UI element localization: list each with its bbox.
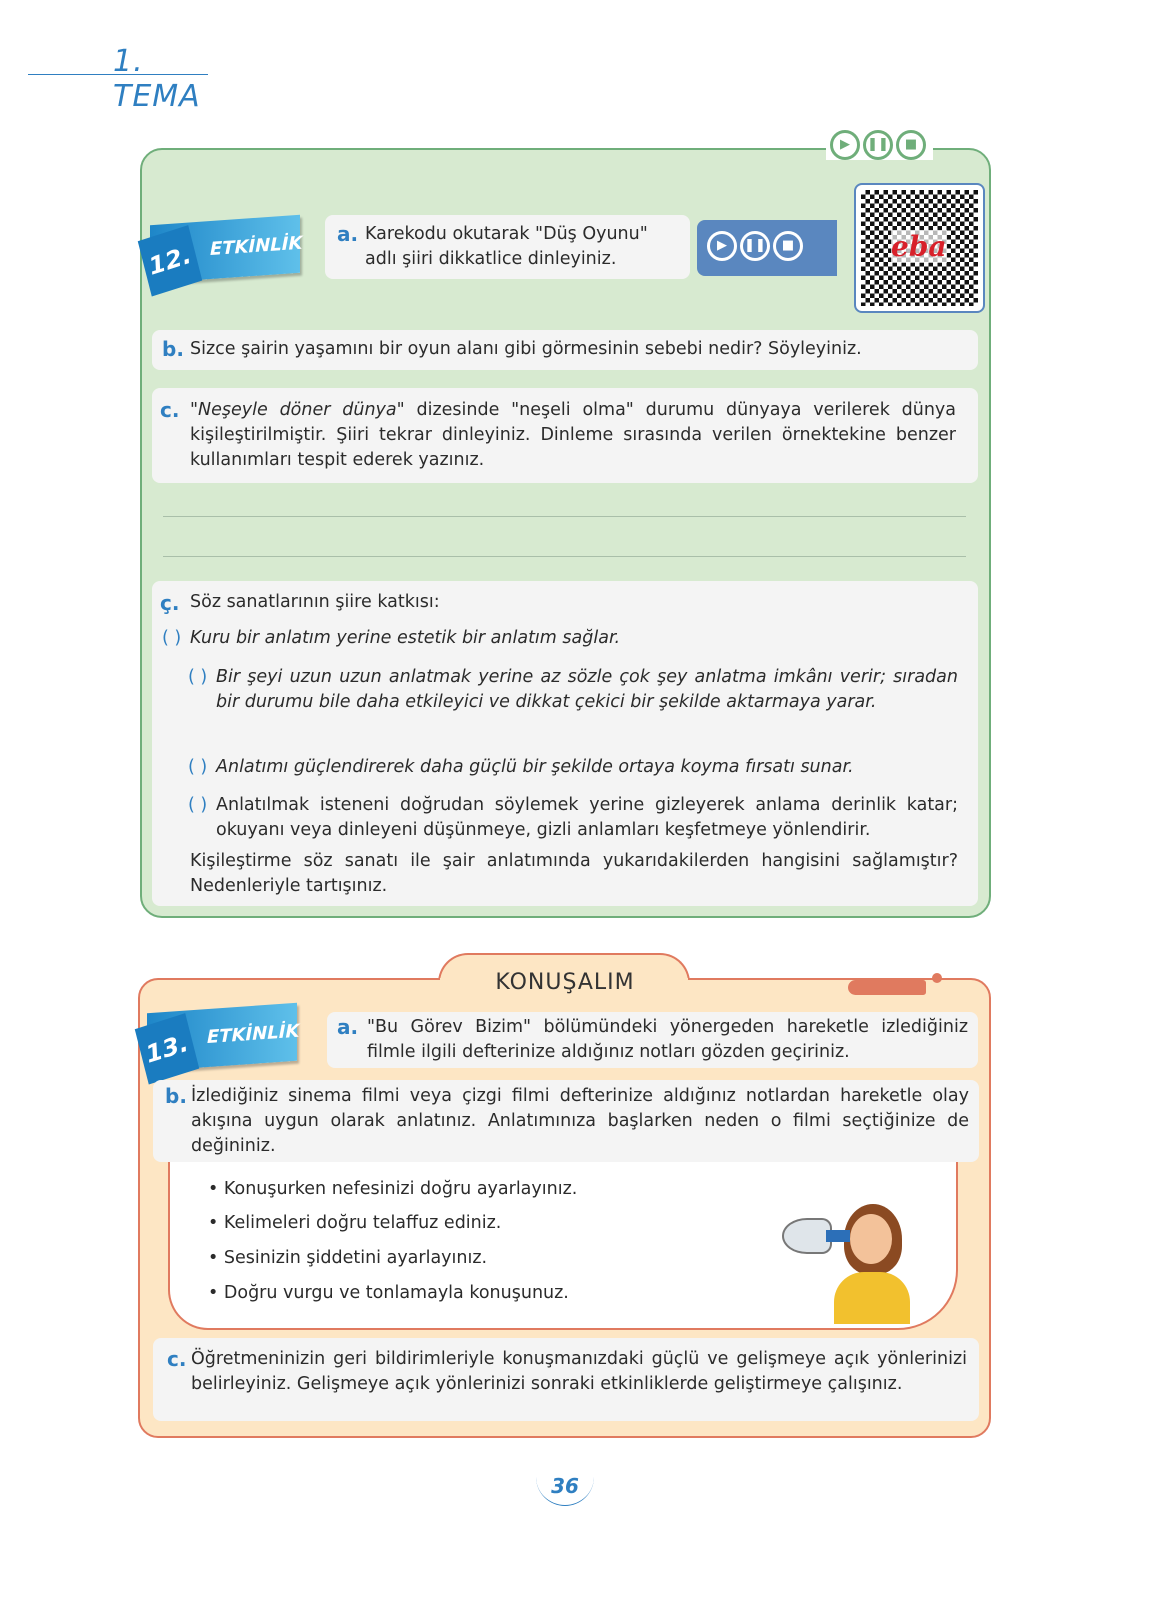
pause-icon[interactable]: ❚❚: [863, 130, 893, 160]
activity-number: 13.: [135, 1013, 199, 1084]
item-quote: "Neşeyle döner dünya": [190, 400, 405, 420]
item-letter: c.: [167, 1347, 187, 1371]
theme-header: [28, 44, 218, 114]
tip-item: • Konuşurken nefesinizi doğru ayarlayınız.: [208, 1179, 578, 1199]
item-c: [152, 388, 978, 483]
microphone-icon: [848, 980, 926, 995]
discussion-question: Kişileştirme söz sanatı ile şair anlatımında yukarıdakilerden hangisini sağlamıştır? Nedenleriyle tartışınız.: [190, 851, 958, 896]
eba-logo: eba: [891, 230, 947, 263]
page-number-text: 36: [551, 1474, 579, 1498]
answer-line[interactable]: [163, 516, 966, 517]
activity-12-badge: [145, 215, 303, 283]
option-3: [188, 755, 986, 780]
section-title: KONUŞALIM: [495, 970, 635, 995]
qr-code[interactable]: [854, 183, 985, 313]
option-text: Anlatılmak isteneni doğrudan söylemek yerine gizleyerek anlama derinlik katar; okuyanı veya dinleyeni düşünmeye, gizli anlamları keşfetmeye yönlendirir.: [216, 795, 958, 840]
item-c: [153, 1338, 979, 1421]
item-b: [153, 1080, 979, 1162]
answer-line[interactable]: [163, 556, 966, 557]
checkbox-paren[interactable]: ( ): [188, 757, 208, 777]
option-4: [188, 793, 958, 843]
activity-label: ETKİNLİK: [207, 1020, 300, 1049]
theme-title: 1. TEMA: [113, 44, 201, 114]
option-text: Kuru bir anlatım yerine estetik bir anlatım sağlar.: [190, 628, 621, 648]
item-text: Sizce şairin yaşamını bir oyun alanı gibi görmesinin sebebi nedir? Söyleyiniz.: [190, 339, 862, 359]
microphone-dot-icon: [932, 973, 942, 983]
item-text: Karekodu okutarak "Düş Oyunu" adlı şiiri dikkatlice dinleyiniz.: [365, 224, 648, 269]
item-letter: c.: [160, 398, 180, 422]
item-title: Söz sanatlarının şiire katkısı:: [190, 592, 440, 612]
item-text: "Bu Görev Bizim" bölümündeki yönergeden hareketle izlediğiniz filmle ilgili defterinize aldığınız notları gözden geçiriniz.: [367, 1017, 968, 1062]
checkbox-paren[interactable]: ( ): [188, 667, 208, 687]
activity-13-badge: [142, 1003, 300, 1071]
page-number: [536, 1474, 594, 1506]
audio-player: [697, 220, 837, 276]
pause-icon[interactable]: ❚❚: [740, 231, 770, 261]
item-letter: a.: [337, 222, 359, 246]
checkbox-paren[interactable]: ( ): [188, 795, 208, 815]
option-text: Anlatımı güçlendirerek daha güçlü bir şekilde ortaya koyma fırsatı sunar.: [216, 757, 854, 777]
item-a: [325, 215, 690, 279]
item-a: [327, 1012, 978, 1068]
item-letter: b.: [162, 337, 184, 361]
option-1: [162, 626, 960, 651]
tip-item: • Kelimeleri doğru telaffuz ediniz.: [208, 1213, 502, 1233]
item-letter: b.: [165, 1084, 187, 1108]
girl-megaphone-illustration: [782, 1200, 917, 1325]
item-letter: a.: [337, 1015, 359, 1039]
tip-item: • Sesinizin şiddetini ayarlayınız.: [208, 1248, 488, 1268]
play-icon[interactable]: ▶: [830, 130, 860, 160]
audio-controls-top: [826, 130, 933, 160]
tip-item: • Doğru vurgu ve tonlamayla konuşunuz.: [208, 1283, 569, 1303]
item-text: Öğretmeninizin geri bildirimleriyle konuşmanızdaki güçlü ve gelişmeye açık yönlerinizi belirleyiniz. Gelişmeye açık yönlerinizi sonraki etkinliklerde geliştirmeye çalışınız.: [191, 1349, 967, 1394]
item-b: [152, 330, 978, 370]
activity-label: ETKİNLİK: [210, 232, 303, 261]
item-text: dizesinde "neşeli olma" durumu dünyaya verilerek dünya kişileştirilmiştir. Şiiri tekrar dinleyiniz. Dinleme sırasında verilen örnektekine benzer kullanımları tespit ederek yazınız.: [190, 400, 956, 470]
item-text: İzlediğiniz sinema filmi veya çizgi filmi defterinize aldığınız notlardan hareketle olay akışına uygun olarak anlatınız. Anlatımınıza başlarken neden o filmi seçtiğinize de değininiz.: [191, 1086, 969, 1156]
activity-number: 12.: [138, 225, 202, 296]
stop-icon[interactable]: ■: [896, 130, 926, 160]
item-letter: ç.: [160, 591, 180, 615]
option-2: [188, 665, 958, 715]
checkbox-paren[interactable]: ( ): [162, 628, 182, 648]
play-icon[interactable]: ▶: [707, 231, 737, 261]
stop-icon[interactable]: ■: [773, 231, 803, 261]
option-text: Bir şeyi uzun uzun anlatmak yerine az sözle çok şey anlatma imkânı verir; sıradan bir durumu bile daha etkileyici ve dikkat çekici bir şekilde aktarmaya yarar.: [216, 667, 958, 712]
